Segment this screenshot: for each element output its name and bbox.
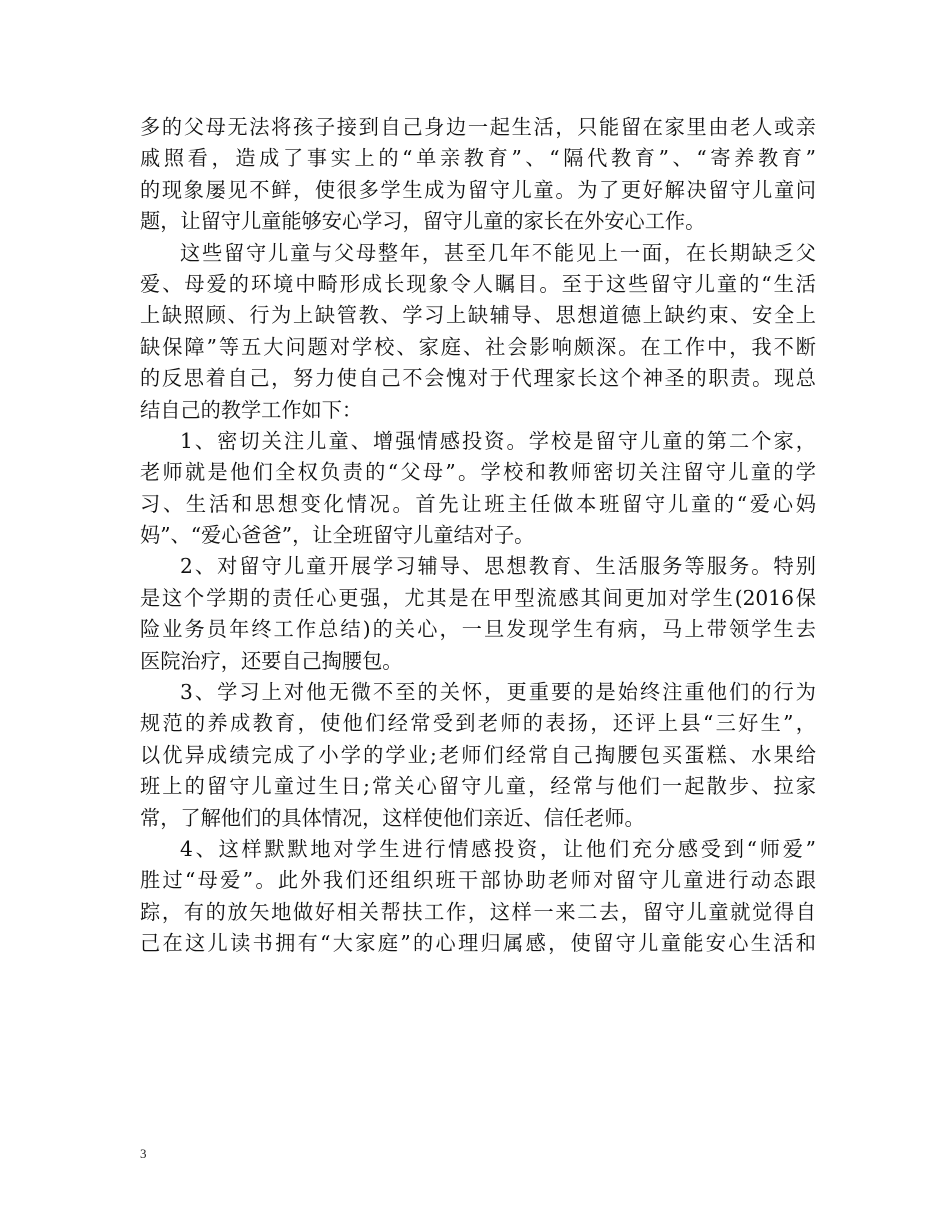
- paragraph-5: [140, 677, 816, 834]
- text-line: 爱、母爱的环境中畸形成长现象令人瞩目。至于这些留守儿童的“生活: [140, 271, 816, 296]
- paragraph-4: [140, 551, 816, 677]
- text-line: 医院治疗，还要自己掏腰包。: [140, 648, 403, 673]
- text-line: 妈”、“爱心爸爸”，让全班留守儿童结对子。: [140, 523, 535, 548]
- text-line: 多的父母无法将孩子接到自己身边一起生活，只能留在家里由老人或亲: [140, 115, 816, 139]
- text-line: 险业务员年终工作总结)的关心，一旦发现学生有病，马上带领学生去: [140, 617, 816, 642]
- text-line: 上缺照顾、行为上缺管教、学习上缺辅导、思想道德上缺约束、安全上: [140, 303, 816, 328]
- text-line: 缺保障”等五大问题对学校、家庭、社会影响颇深。在工作中，我不断: [140, 334, 816, 359]
- text-line: 这些留守儿童与父母整年，甚至几年不能见上一面，在长期缺乏父: [180, 240, 816, 265]
- document-body: [140, 112, 816, 960]
- text-line: 题，让留守儿童能够安心学习，留守儿童的家长在外安心工作。: [140, 209, 706, 234]
- page-number: 3: [140, 1146, 147, 1161]
- text-line: 胜过“母爱”。此外我们还组织班干部协助老师对留守儿童进行动态跟: [140, 868, 816, 893]
- text-line: 3、学习上对他无微不至的关怀，更重要的是始终注重他们的行为: [180, 680, 816, 705]
- text-line: 戚照看，造成了事实上的“单亲教育”、“隔代教育”、“寄养教育”: [140, 146, 816, 171]
- text-line: 的反思着自己，努力使自己不会愧对于代理家长这个神圣的职责。现总: [140, 366, 816, 391]
- text-line: 规范的养成教育，使他们经常受到老师的表扬，还评上县“三好生”，: [140, 711, 816, 736]
- text-line: 踪，有的放矢地做好相关帮扶工作，这样一来二去，留守儿童就觉得自: [140, 899, 816, 924]
- paragraph-2: [140, 238, 816, 426]
- paragraph-1: [140, 112, 816, 238]
- text-line: 以优异成绩完成了小学的学业;老师们经常自己掏腰包买蛋糕、水果给: [140, 742, 816, 767]
- paragraph-3: [140, 426, 816, 552]
- paragraph-6: [140, 834, 816, 960]
- text-line: 班上的留守儿童过生日;常关心留守儿童，经常与他们一起散步、拉家: [140, 774, 816, 799]
- text-line: 结自己的教学工作如下：: [140, 397, 363, 422]
- text-line: 4、这样默默地对学生进行情感投资，让他们充分感受到“师爱”: [180, 836, 816, 861]
- text-line: 习、生活和思想变化情况。首先让班主任做本班留守儿童的“爱心妈: [140, 491, 816, 516]
- text-line: 是这个学期的责任心更强，尤其是在甲型流感其间更加对学生(2016保: [140, 585, 816, 610]
- text-line: 老师就是他们全权负责的“父母”。学校和教师密切关注留守儿童的学: [140, 460, 816, 485]
- text-line: 己在这儿读书拥有“大家庭”的心理归属感，使留守儿童能安心生活和: [140, 931, 816, 956]
- text-line: 1、密切关注儿童、增强情感投资。学校是留守儿童的第二个家，: [180, 428, 816, 453]
- text-line: 2、对留守儿童开展学习辅导、思想教育、生活服务等服务。特别: [180, 554, 816, 579]
- text-line: 常，了解他们的具体情况，这样使他们亲近、信任老师。: [140, 805, 645, 830]
- text-line: 的现象屡见不鲜，使很多学生成为留守儿童。为了更好解决留守儿童问: [140, 177, 816, 202]
